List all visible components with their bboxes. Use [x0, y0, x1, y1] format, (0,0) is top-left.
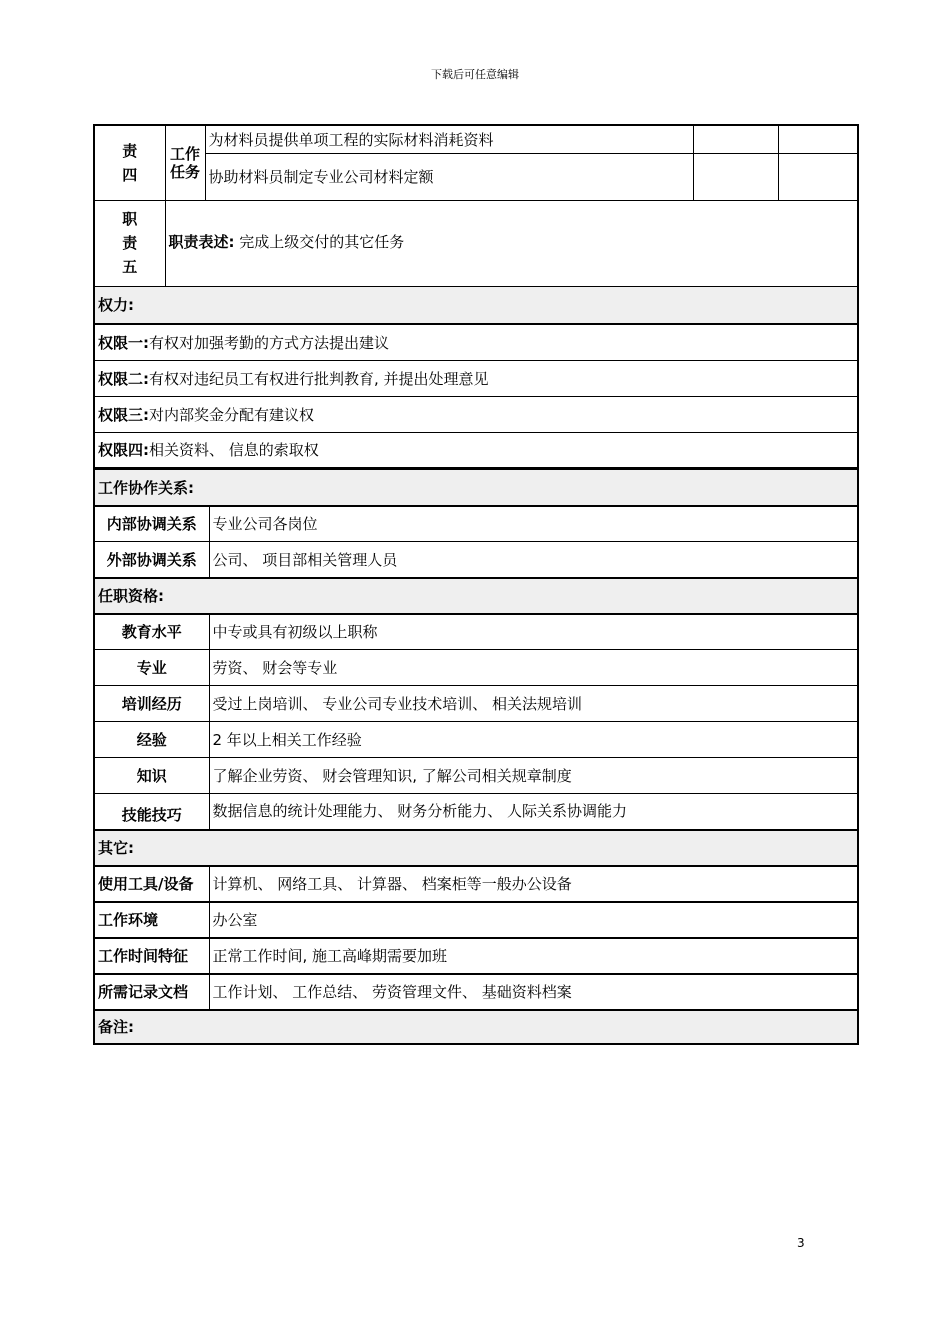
- qualification-text: 了解企业劳资、 财会管理知识, 了解公司相关规章制度: [209, 758, 858, 794]
- duty5-label: 职 责 五: [94, 200, 165, 286]
- duty5-desc-label: 职责表述:: [168, 232, 235, 251]
- authority-item: [94, 396, 858, 432]
- authority-label: 权限三:: [98, 405, 149, 424]
- authority-item: [94, 360, 858, 396]
- cooperation-label: 外部协调关系: [94, 542, 209, 578]
- cooperation-text: 专业公司各岗位: [209, 506, 858, 542]
- authority-title: 权力:: [94, 286, 858, 324]
- authority-text: 对内部奖金分配有建议权: [149, 405, 315, 424]
- other-text: 工作计划、 工作总结、 劳资管理文件、 基础资料档案: [209, 974, 858, 1010]
- duty4-label: 责 四: [94, 125, 165, 200]
- authority-label: 权限四:: [98, 441, 149, 460]
- qualification-text: 中专或具有初级以上职称: [209, 614, 858, 650]
- qualification-label: 专业: [94, 650, 209, 686]
- qualification-label: 培训经历: [94, 686, 209, 722]
- duty4-task-1-extra-2: [778, 125, 858, 153]
- duty4-task-1-extra-1: [693, 125, 778, 153]
- authority-text: 相关资料、 信息的索取权: [149, 441, 319, 460]
- remarks-title: 备注:: [94, 1010, 858, 1044]
- qualification-title: 任职资格:: [94, 578, 858, 614]
- qualification-text: 受过上岗培训、 专业公司专业技术培训、 相关法规培训: [209, 686, 858, 722]
- job-description-table: [93, 124, 857, 1045]
- other-label: 所需记录文档: [94, 974, 209, 1010]
- authority-item: [94, 324, 858, 360]
- cooperation-label: 内部协调关系: [94, 506, 209, 542]
- qualification-text: 2 年以上相关工作经验: [209, 722, 858, 758]
- other-title: 其它:: [94, 830, 858, 866]
- duty4-sub-label: 工作 任务: [165, 125, 205, 200]
- qualification-label: 知识: [94, 758, 209, 794]
- page-number: 3: [797, 1236, 805, 1250]
- authority-item: [94, 432, 858, 468]
- other-text: 正常工作时间, 施工高峰期需要加班: [209, 938, 858, 974]
- duty5-desc-text: 完成上级交付的其它任务: [239, 232, 405, 251]
- page-header: 下载后可任意编辑: [431, 68, 519, 81]
- duty4-task-1: 为材料员提供单项工程的实际材料消耗资料: [205, 125, 693, 153]
- cooperation-text: 公司、 项目部相关管理人员: [209, 542, 858, 578]
- other-text: 计算机、 网络工具、 计算器、 档案柜等一般办公设备: [209, 866, 858, 902]
- qualification-label: 技能技巧: [94, 794, 209, 830]
- duty5-description: [165, 200, 858, 286]
- other-text: 办公室: [209, 902, 858, 938]
- authority-label: 权限一:: [98, 333, 149, 352]
- other-label: 工作环境: [94, 902, 209, 938]
- qualification-label: 经验: [94, 722, 209, 758]
- qualification-label: 教育水平: [94, 614, 209, 650]
- qualification-text: 数据信息的统计处理能力、 财务分析能力、 人际关系协调能力: [209, 794, 858, 830]
- duty4-task-2-extra-1: [693, 153, 778, 200]
- authority-label: 权限二:: [98, 369, 149, 388]
- authority-text: 有权对加强考勤的方式方法提出建议: [149, 333, 390, 352]
- other-label: 使用工具/设备: [94, 866, 209, 902]
- cooperation-title: 工作协作关系:: [94, 470, 858, 506]
- authority-text: 有权对违纪员工有权进行批判教育, 并提出处理意见: [149, 369, 489, 388]
- qualification-text: 劳资、 财会等专业: [209, 650, 858, 686]
- duty4-task-2: 协助材料员制定专业公司材料定额: [205, 153, 693, 200]
- other-label: 工作时间特征: [94, 938, 209, 974]
- duty4-task-2-extra-2: [778, 153, 858, 200]
